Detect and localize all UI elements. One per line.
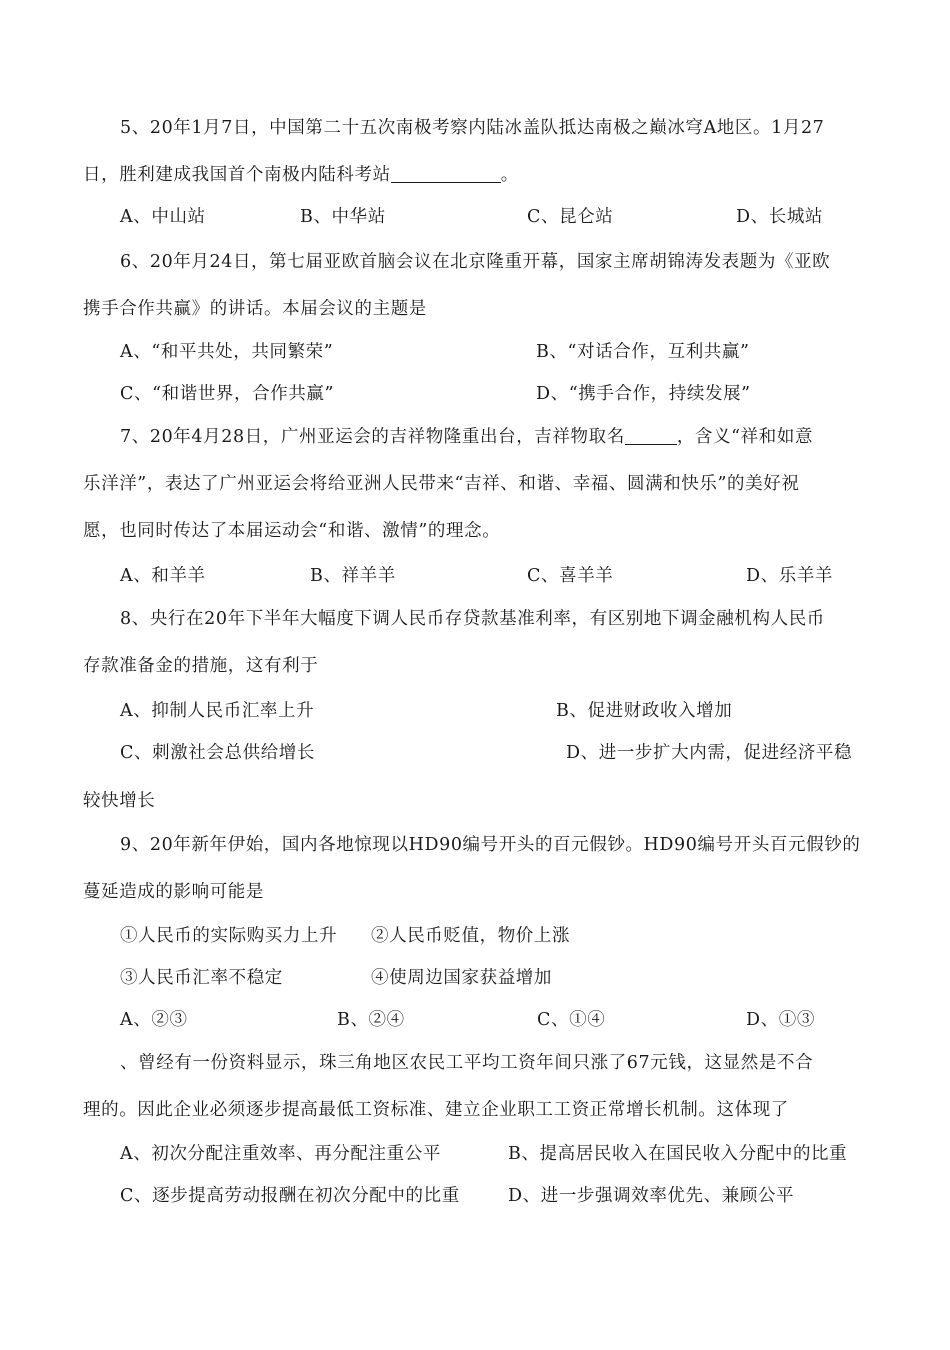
q6-option-c: C、“和谐世界，合作共赢”: [120, 384, 335, 404]
q9-option-b: B、②④: [337, 1010, 405, 1030]
q9-statement-1: ①人民币的实际购买力上升: [120, 926, 338, 946]
q9-stem-line-1: 9、20年新年伊始，国内各地惊现以HD90编号开头的百元假钞。HD90编号开头百元假钞的: [120, 835, 861, 855]
q7-answer-blank: [625, 426, 677, 445]
q5-option-d: D、长城站: [736, 207, 824, 227]
q10-stem-line-1: 、曾经有一份资料显示，珠三角地区农民工平均工资年间只涨了67元钱，这显然是不合: [120, 1053, 814, 1073]
q7-option-d: D、乐羊羊: [746, 566, 834, 586]
q6-option-a: A、“和平共处，共同繁荣”: [120, 342, 334, 362]
q8-option-a: A、抑制人民币汇率上升: [120, 701, 315, 721]
q7-option-c: C、喜羊羊: [527, 566, 614, 586]
q6-option-b: B、“对话合作，互利共赢”: [536, 342, 750, 362]
q10-stem-line-2: 理的。因此企业必须逐步提高最低工资标准、建立企业职工工资正常增长机制。这体现了: [83, 1100, 789, 1120]
q10-option-d: D、进一步强调效率优先、兼顾公平: [508, 1186, 795, 1206]
q5-stem-line-1: 5、20年1月7日，中国第二十五次南极考察内陆冰盖队抵达南极之巅冰穹A地区。1月27: [120, 118, 825, 138]
q9-stem-line-2: 蔓延造成的影响可能是: [83, 882, 264, 902]
q7-stem-line-1: [120, 426, 813, 448]
q8-stem-line-2: 存款准备金的措施，这有利于: [83, 656, 319, 676]
q5-stem-text: 日，胜利建成我国首个南极内陆科考站: [83, 165, 391, 185]
q9-statement-3: ③人民币汇率不稳定: [120, 968, 283, 988]
q8-stem-line-1: 8、央行在20年下半年大幅度下调人民币存贷款基准利率，有区别地下调金融机构人民币: [120, 609, 825, 629]
q5-option-b: B、中华站: [300, 207, 386, 227]
q6-stem-line-1: 6、20年月24日，第七届亚欧首脑会议在北京隆重开幕，国家主席胡锦涛发表题为《亚欧: [120, 252, 831, 272]
q9-option-a: A、②③: [120, 1010, 188, 1030]
q7-stem-text-b: ，含义“祥和如意: [676, 427, 814, 447]
q7-stem-text-a: 7、20年4月28日，广州亚运会的吉祥物隆重出台，吉祥物取名: [120, 427, 625, 447]
q8-option-c: C、刺激社会总供给增长: [120, 743, 315, 763]
q9-option-c: C、①④: [537, 1010, 606, 1030]
q8-option-d: D、进一步扩大内需，促进经济平稳: [566, 743, 853, 763]
q5-stem-end: 。: [500, 165, 519, 185]
q6-option-d: D、“携手合作，持续发展”: [536, 384, 751, 404]
q8-option-b: B、促进财政收入增加: [556, 701, 733, 721]
q7-option-b: B、祥羊羊: [310, 566, 396, 586]
q10-option-b: B、提高居民收入在国民收入分配中的比重: [508, 1144, 848, 1164]
q9-statement-2: ②人民币贬值，物价上涨: [371, 926, 571, 946]
q5-option-c: C、昆仑站: [527, 207, 614, 227]
q7-stem-line-3: 愿，也同时传达了本届运动会“和谐、激情”的理念。: [83, 521, 501, 541]
q9-option-d: D、①③: [746, 1010, 815, 1030]
q10-option-c: C、逐步提高劳动报酬在初次分配中的比重: [120, 1186, 460, 1206]
q9-statement-4: ④使周边国家获益增加: [371, 968, 552, 988]
q6-stem-line-2: 携手合作共赢》的讲话。本届会议的主题是: [83, 299, 427, 319]
q10-option-a: A、初次分配注重效率、再分配注重公平: [120, 1144, 441, 1164]
q7-option-a: A、和羊羊: [120, 566, 206, 586]
q5-option-a: A、中山站: [120, 207, 206, 227]
q7-stem-line-2: 乐洋洋”，表达了广州亚运会将给亚洲人民带来“吉祥、和谐、幸福、圆满和快乐”的美好祝: [83, 474, 800, 494]
q5-stem-line-2: [83, 164, 519, 186]
q8-option-d-continuation: 较快增长: [83, 791, 156, 811]
q5-answer-blank: [391, 164, 501, 183]
